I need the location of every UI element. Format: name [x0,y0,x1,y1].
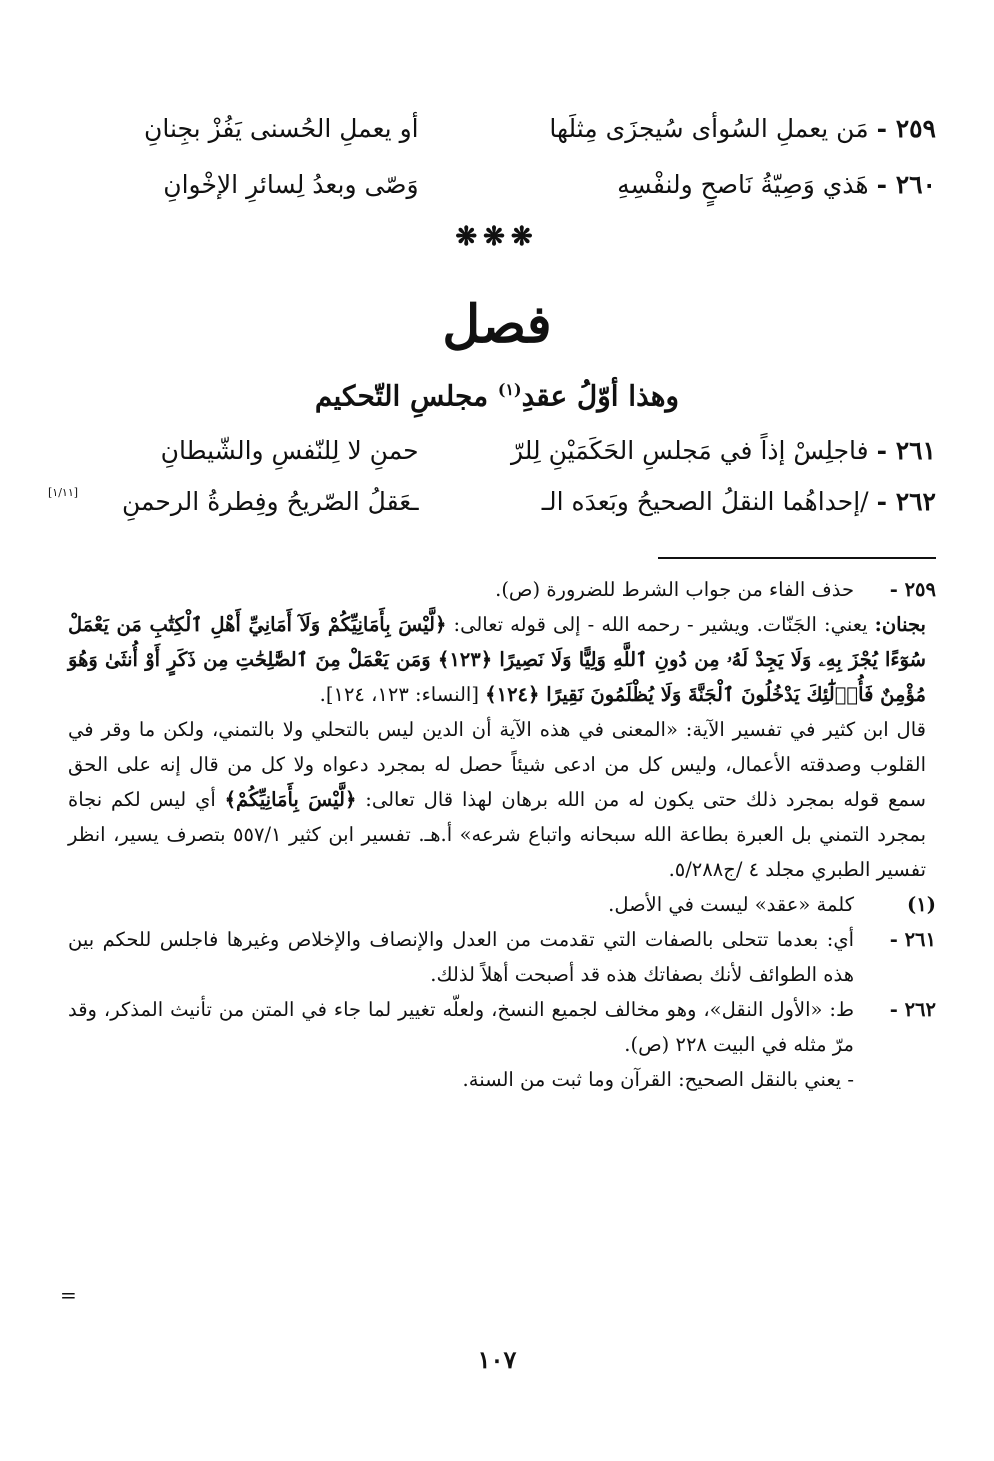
footnote-1 [68,887,936,922]
section-divider-stars: ❋❋❋ [455,222,539,252]
section-subtitle [0,368,994,418]
note-259-bijanan [68,607,936,712]
verse-number: ٢٦٠ - [876,170,936,199]
term-label: بجنان: [874,613,926,636]
note-line: ط: «الأول النقل»، وهو مخالف لجميع النسخ، ولعلّه تغيير لما جاء في المتن من تأنيث المذكر، وقد مرّ مثله في البيت ٢٢٨ (ص). [68,998,854,1056]
verse-line-259 [56,107,936,151]
verse-number: ٢٥٩ - [876,114,936,143]
footnote-marker: (١) [497,380,522,399]
subtitle-text-end: مجلسِ التّحكيم [314,379,489,413]
note-body [68,572,854,607]
verse-first-hemistich: /إحداهُما النقلُ الصحيحُ وبَعدَه الـ [541,487,869,516]
note-262 [68,992,936,1097]
verse-line-262 [48,480,936,524]
note-line: - يعني بالنقل الصحيح: القرآن وما ثبت من السنة. [462,1068,854,1091]
verse-first-hemistich: مَن يعملِ السُوأى سُيجزَى مِثلَها [549,114,869,143]
footnote-text: كلمة «عقد» ليست في الأصل. [608,893,854,916]
verse-number: ٢٦١ - [876,436,936,465]
manuscript-page-reference: [١/١١] [48,486,79,499]
verse-second-hemistich: ـعَقلُ الصّريحُ وفِطرةُ الرحمنِ [121,487,419,516]
note-number: ٢٥٩ - [889,578,936,601]
verse-first-hemistich: هَذي وَصِيّةُ نَاصحٍ ولنفْسِهِ [617,170,869,199]
subtitle-text-start: وهذا أوّلُ عقدِ [521,379,680,413]
quran-reference: [النساء: ١٢٣، ١٢٤]. [319,683,479,706]
tafsir-text-continued: أي ليس لكم نجاة بمجرد التمني بل العبرة بطاعة الله سبحانه واتباع شرعه» أ.هـ. تفسير ابن كثير ٥٥٧/١ بتصرف يسير، انظر تفسير الطبري مجلد ٤ /ج٥/٢٨٨. [68,788,926,881]
tafsir-text: قال ابن كثير في تفسير الآية: «المعنى في هذه الآية أن الدين ليس بالتحلي ولا بالتمني، ولكن ما وقر في القلوب وصدقته الأعمال، وليس كل من ادعى شيئاً حصل له بمجرد دعواه ولا كل من قال إنه على الحق سمع قوله بمجرد ذلك حتى يكون له من الله برهان لهذا قال تعالى: [68,718,927,811]
verse-first-hemistich: فاجلِسْ إذاً في مَجلسِ الحَكَمَيْنِ لِلرّ [510,436,869,465]
commentary-notes [68,572,936,1097]
verse-second-hemistich: أو يعملِ الحُسنى يَفُزْ بجِنانِ [144,114,419,143]
verse-line-260 [56,163,936,207]
quran-verse: ﴿لَّيْسَ بِأَمَانِيِّكُمْ وَلَآ أَمَانِيِّ أَهْلِ ٱلْكِتَٰبِ مَن يَعْمَلْ سُوٓءًا يُجْزَ بِهِۦ وَلَا يَجِدْ لَهُۥ مِن دُونِ ٱللَّهِ وَلِيًّا وَلَا نَصِيرًا ﴿١٢٣﴾ وَمَن يَعْمَلْ مِنَ ٱلصَّٰلِحَٰتِ مِن ذَكَرٍ أَوْ أُنثَىٰ وَهُوَ مُؤْمِنٌ فَأُو۟لَٰٓئِكَ يَدْخُلُونَ ٱلْجَنَّةَ وَلَا يُظْلَمُونَ نَقِيرًا ﴿١٢٤﴾ [68,613,926,706]
quran-verse-inline: ﴿لَّيْسَ بِأَمَانِيِّكُمْ﴾ [224,788,357,811]
term-explanation: يعني: الجَنّات. ويشير - رحمه الله - إلى قوله تعالى: [453,613,868,636]
verse-number: ٢٦٢ - [876,487,936,516]
continuation-mark: = [60,1283,77,1307]
note-261 [68,922,936,992]
section-title: فصل [442,294,552,355]
note-259-tafsir [68,712,936,887]
note-line: حذف الفاء من جواب الشرط للضرورة (ص). [495,578,854,601]
note-259 [68,572,936,607]
verse-line-261 [56,429,936,473]
page-number: ١٠٧ [477,1345,517,1374]
note-number: ٢٦٢ - [889,998,936,1021]
footnote-separator [658,557,936,559]
note-body [68,992,854,1097]
verse-second-hemistich: حمنِ لا لِلنّفسِ والشّيطانِ [160,436,419,465]
note-body: أي: بعدما تتحلى بالصفات التي تقدمت من العدل والإنصاف والإخلاص وغيرها فاجلس للحكم بين هذه الطوائف لأنك بصفاتك هذه قد أصبحت أهلاً لذلك. [68,928,854,986]
note-number: ٢٦١ - [889,928,936,951]
footnote-number: (١) [907,893,936,916]
verse-second-hemistich: وَصّى وبعدُ لِسائرِ الإخْوانِ [163,170,419,199]
